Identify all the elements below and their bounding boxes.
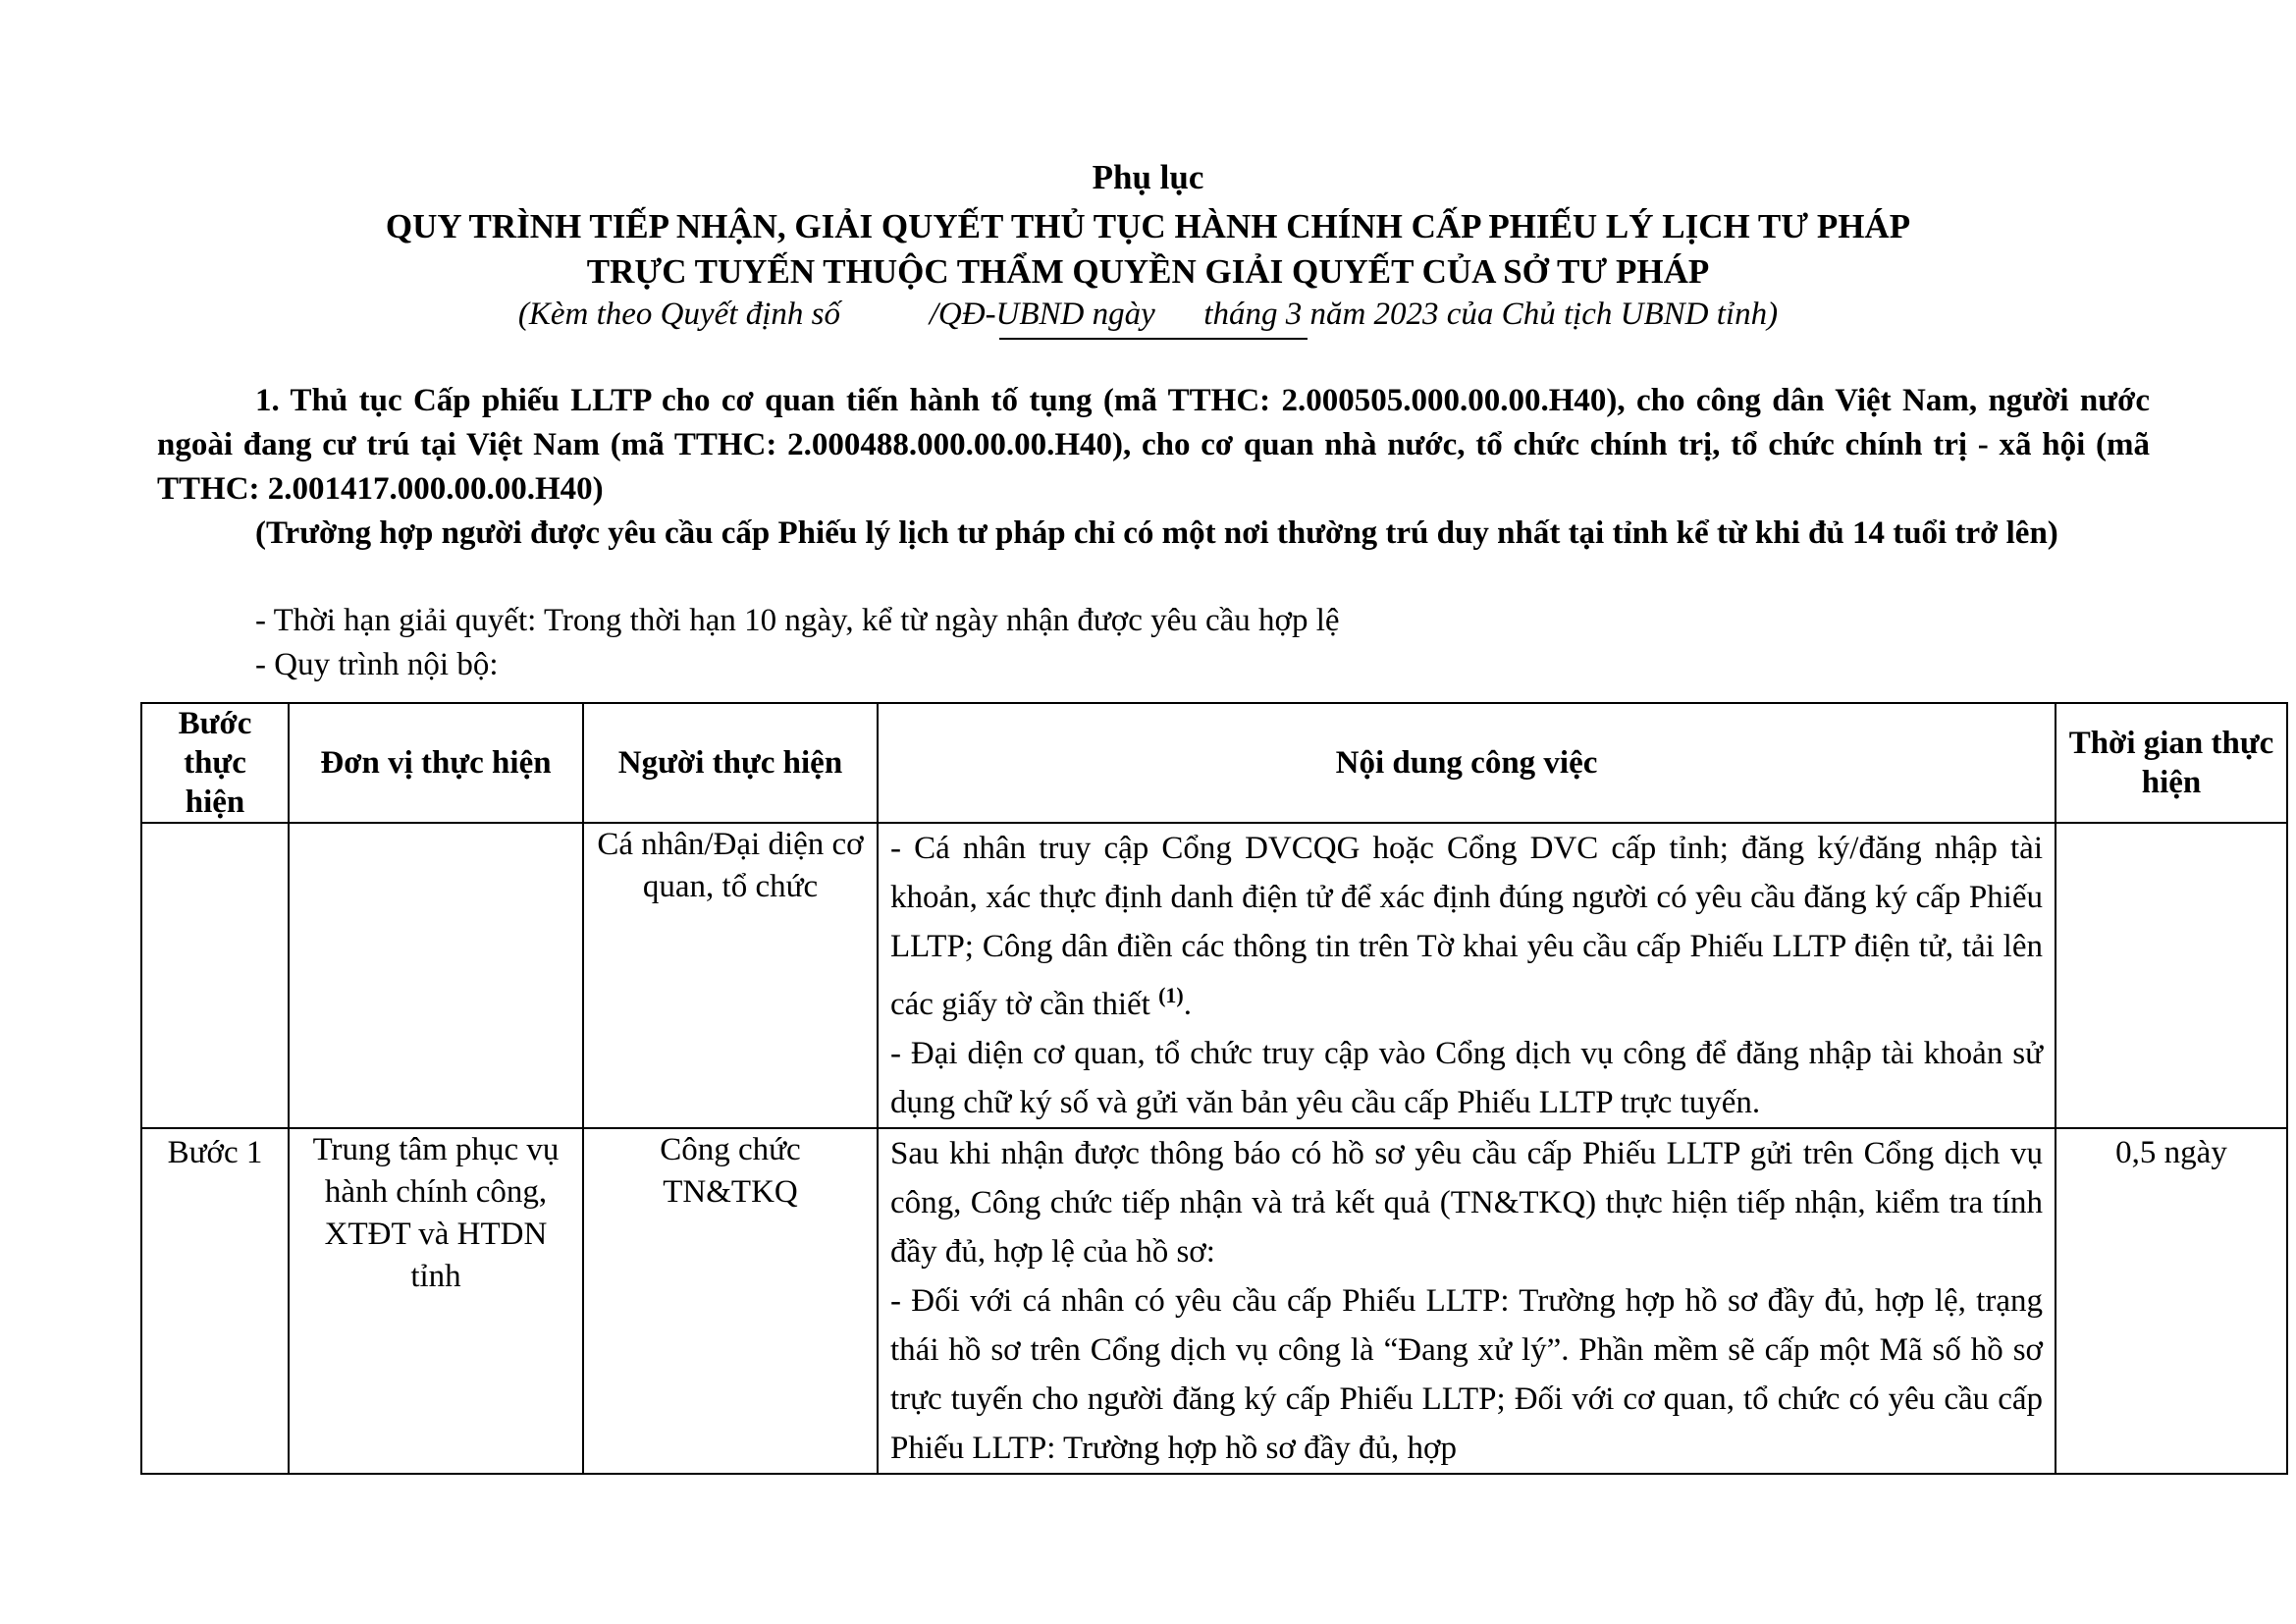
document-title-line2: TRỰC TUYẾN THUỘC THẨM QUYỀN GIẢI QUYẾT CỦA SỞ TƯ PHÁP <box>586 252 1710 291</box>
content-paragraph: Sau khi nhận được thông báo có hồ sơ yêu cầu cấp Phiếu LLTP gửi trên Cổng dịch vụ công, Công chức tiếp nhận và trả kết quả (TN&TKQ) thực hiện tiếp nhận, kiểm tra tính đầy đủ, hợp lệ của hồ sơ: <box>890 1136 2043 1270</box>
cell-unit <box>289 1128 583 1474</box>
table-row <box>141 1128 2287 1474</box>
header-time: Thời gian thực hiện <box>2056 703 2287 823</box>
content-text: - Cá nhân truy cập Cổng DVCQG hoặc Cổng DVC cấp tỉnh; đăng ký/đăng nhập tài khoản, xác thực định danh điện tử để xác định đúng người có yêu cầu đăng ký cấp Phiếu LLTP; Công dân điền các thông tin trên Tờ khai yêu cầu cấp Phiếu LLTP điện tử, tải lên các giấy tờ cần thiết <box>890 831 2043 1022</box>
internal-process-label: - Quy trình nội bộ: <box>255 647 499 682</box>
header-person: Người thực hiện <box>583 703 878 823</box>
content-paragraph <box>890 824 2043 1029</box>
content-paragraph: - Đối với cá nhân có yêu cầu cấp Phiếu LLTP: Trường hợp hồ sơ đầy đủ, hợp lệ, trạng thái hồ sơ trên Cổng dịch vụ công là “Đang xử lý”. Phần mềm sẽ cấp một Mã số hồ sơ trực tuyến cho người đăng ký cấp Phiếu LLTP; Đối với cơ quan, tổ chức có yêu cầu cấp Phiếu LLTP: Trường hợp hồ sơ đầy đủ, hợp <box>890 1283 2043 1466</box>
subtitle-underline <box>999 338 1308 340</box>
section-note: (Trường hợp người được yêu cầu cấp Phiếu lý lịch tư pháp chỉ có một nơi thường trú duy nhất tại tỉnh kể từ khi đủ 14 tuổi trở lên) <box>255 515 2058 551</box>
cell-person <box>583 1128 878 1474</box>
cell-unit <box>289 823 583 1128</box>
cell-unit-text: Trung tâm phục vụ hành chính công, XTĐT và HTDN tỉnh <box>312 1132 560 1294</box>
header-step: Bước thực hiện <box>141 703 289 823</box>
process-table <box>140 702 2288 1475</box>
cell-time: 0,5 ngày <box>2056 1128 2287 1474</box>
table-row <box>141 823 2287 1128</box>
appendix-label: Phụ lục <box>1092 158 1204 196</box>
header-unit: Đơn vị thực hiện <box>289 703 583 823</box>
content-paragraph: - Đại diện cơ quan, tổ chức truy cập vào Cổng dịch vụ công để đăng nhập tài khoản sử dụng chữ ký số và gửi văn bản yêu cầu cấp Phiếu LLTP trực tuyến. <box>890 1036 2043 1120</box>
cell-time <box>2056 823 2287 1128</box>
cell-person <box>583 823 878 1128</box>
section-heading: 1. Thủ tục Cấp phiếu LLTP cho cơ quan tiến hành tố tụng (mã TTHC: 2.000505.000.00.00.H40), cho công dân Việt Nam, người nước ngoài đang cư trú tại Việt Nam (mã TTHC: 2.000488.000.00.00.H40), cho cơ quan nhà nước, tổ chức chính trị, tổ chức chính trị - xã hội (mã TTHC: 2.001417.000.00.00.H40) <box>157 383 2150 507</box>
document-title-line1: QUY TRÌNH TIẾP NHẬN, GIẢI QUYẾT THỦ TỤC HÀNH CHÍNH CẤP PHIẾU LÝ LỊCH TƯ PHÁP <box>385 207 1911 245</box>
cell-content <box>878 823 2056 1128</box>
cell-person-text: Công chức TN&TKQ <box>660 1132 801 1210</box>
content-text-end: . <box>1183 987 1192 1022</box>
deadline-text: - Thời hạn giải quyết: Trong thời hạn 10 ngày, kể từ ngày nhận được yêu cầu hợp lệ <box>255 603 1340 638</box>
cell-content <box>878 1128 2056 1474</box>
header-content: Nội dung công việc <box>878 703 2056 823</box>
cell-person-text: Cá nhân/Đại diện cơ quan, tổ chức <box>597 827 864 904</box>
footnote-ref: (1) <box>1158 983 1184 1007</box>
cell-step <box>141 823 289 1128</box>
document-subtitle: (Kèm theo Quyết định số /QĐ-UBND ngày tháng 3 năm 2023 của Chủ tịch UBND tỉnh) <box>517 297 1779 332</box>
cell-step: Bước 1 <box>141 1128 289 1474</box>
table-header-row <box>141 703 2287 823</box>
